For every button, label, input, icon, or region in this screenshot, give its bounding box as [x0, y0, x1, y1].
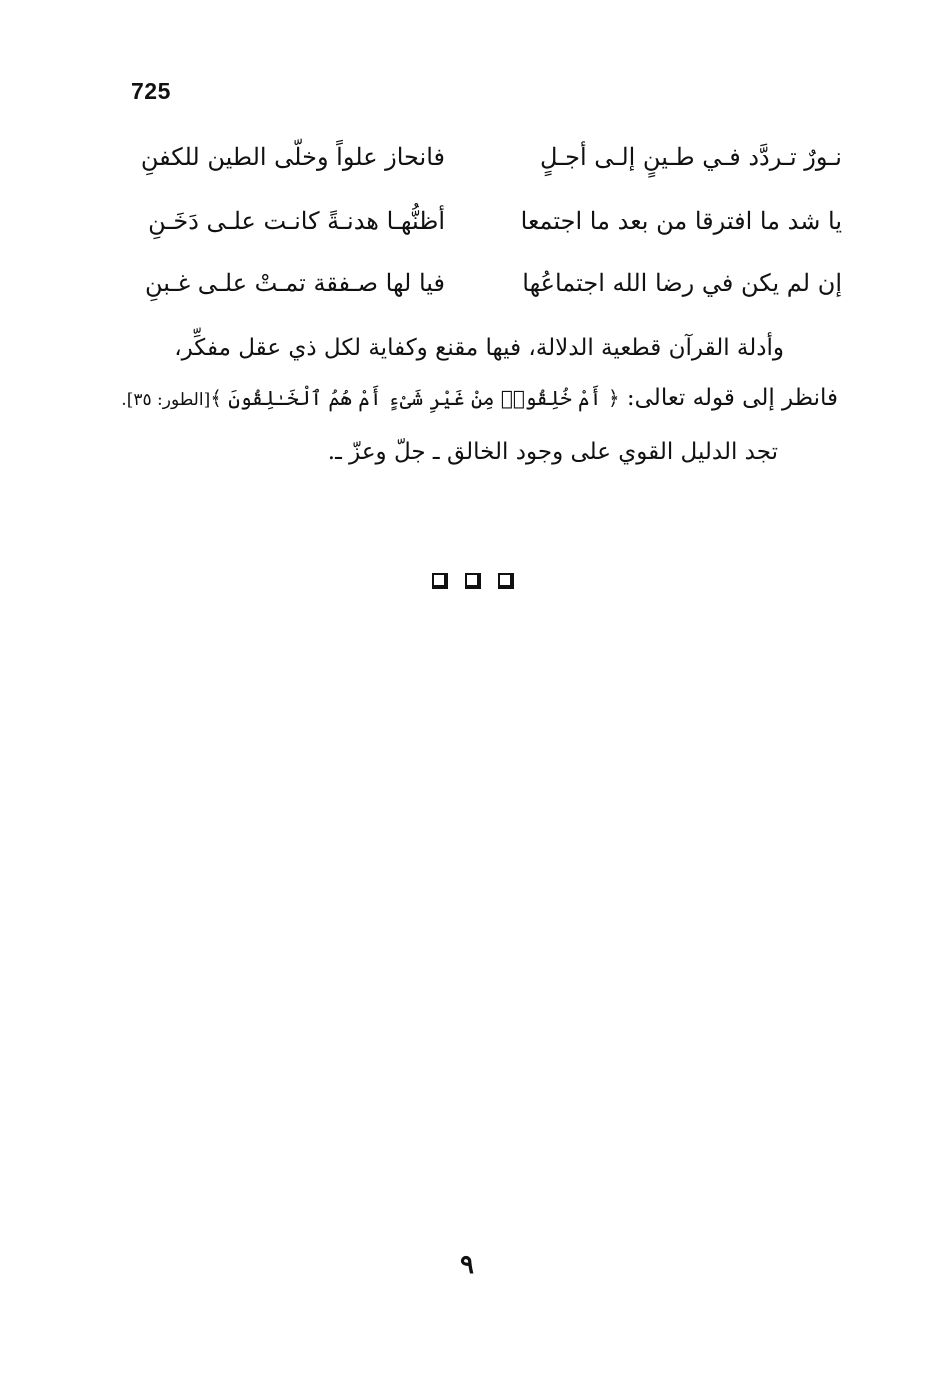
paragraph-line: تجد الدليل القوي على وجود الخالق ـ جلّ وعزّ ـ. — [327, 439, 778, 465]
section-separator — [432, 573, 514, 589]
verse-second-hemistich: فيا لها صـفقة تمـتْ علـى غـبنِ — [145, 269, 445, 297]
quran-citation: [الطور: ٣٥]. — [121, 390, 211, 410]
separator-square-icon — [432, 573, 448, 589]
paragraph-line: وأدلة القرآن قطعية الدلالة، فيها مقنع وكفاية لكل ذي عقل مفكِّر، — [174, 335, 784, 361]
poem-verse — [130, 137, 842, 177]
verse-first-hemistich: نـورٌ تـردَّد فـي طـينٍ إلـى أجـلٍ — [539, 143, 842, 171]
separator-square-icon — [498, 573, 514, 589]
verse-first-hemistich: يا شد ما افترقا من بعد ما اجتمعا — [520, 207, 842, 235]
separator-square-icon — [465, 573, 481, 589]
verse-second-hemistich: أظنُّهـا هدنـةً كانـت علـى دَخَـنِ — [148, 207, 445, 235]
paragraph-line — [121, 378, 838, 420]
verse-second-hemistich: فانحاز علواً وخلّى الطين للكفنِ — [140, 143, 445, 171]
page-number-bottom: ٩ — [460, 1250, 474, 1280]
quran-verse: ﴿ أَمْ خُلِقُوا۟ مِنْ غَيْرِ شَىْءٍ أَمْ هُمُ ٱلْخَـٰلِقُونَ ﴾ — [210, 386, 620, 410]
poem-verse — [130, 201, 842, 241]
page-number-top: 725 — [131, 78, 171, 104]
quote-intro: فانظر إلى قوله تعالى: — [619, 385, 838, 411]
verse-first-hemistich: إن لم يكن في رضا الله اجتماعُها — [522, 269, 842, 297]
poem-verse — [130, 263, 842, 303]
